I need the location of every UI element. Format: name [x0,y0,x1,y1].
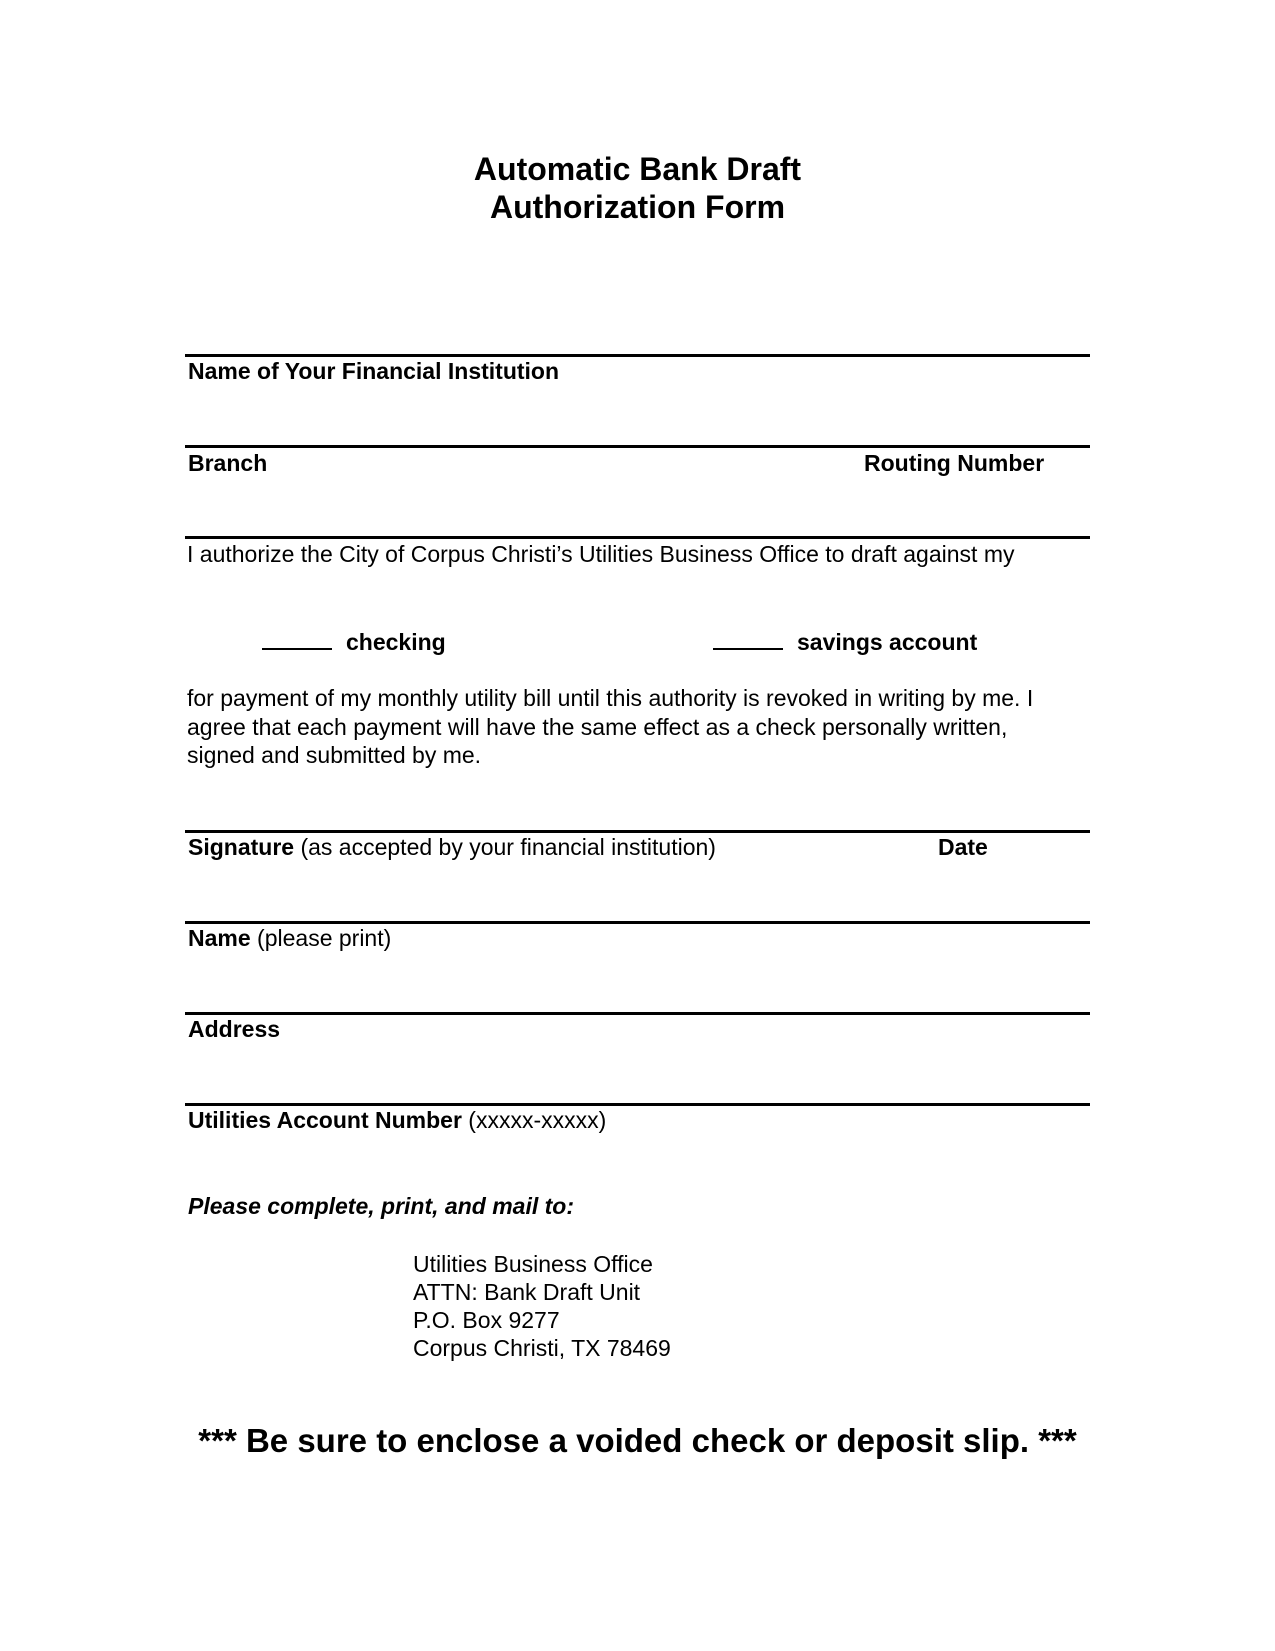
authorization-body: for payment of my monthly utility bill until this authority is revoked in writing by me. I agree that each payment will have the same effect as a check personally written, signed and submitted by me. [187,685,1034,768]
address-line-4: Corpus Christi, TX 78469 [413,1335,671,1361]
checking-option[interactable] [262,626,446,656]
mailing-address [413,1250,671,1362]
savings-blank[interactable] [713,626,783,650]
mail-instruction: Please complete, print, and mail to: [188,1193,574,1219]
name-caption [188,924,391,952]
institution-label: Name of Your Financial Institution [188,358,560,384]
routing-number-label: Routing Number [864,450,1045,476]
form-title-line2: Authorization Form [489,189,786,225]
address-line-2: ATTN: Bank Draft Unit [413,1279,641,1305]
checking-label: checking [346,629,446,655]
address-line-3: P.O. Box 9277 [413,1307,560,1333]
signature-note: (as accepted by your financial institution) [294,834,716,860]
account-number-caption [188,1106,606,1134]
signature-label: Signature [188,834,295,860]
branch-routing-line[interactable] [185,445,1090,448]
enclosure-notice: *** Be sure to enclose a voided check or deposit slip. *** [198,1422,1077,1459]
form-title-line1: Automatic Bank Draft [473,151,802,187]
date-label: Date [938,834,988,860]
account-number-label: Utilities Account Number [188,1107,462,1133]
signature-caption [188,833,716,861]
account-number-format: (xxxxx-xxxxx) [461,1107,607,1133]
address-line-1: Utilities Business Office [413,1251,653,1277]
savings-option[interactable] [713,626,977,656]
authorization-top-line [185,536,1090,539]
branch-label: Branch [188,450,268,476]
authorization-intro: I authorize the City of Corpus Christi’s Utilities Business Office to draft against my [187,541,1015,567]
address-line[interactable] [185,1012,1090,1015]
name-note: (please print) [250,925,392,951]
name-label: Name [188,925,251,951]
address-label: Address [188,1016,281,1042]
savings-label: savings account [797,629,978,655]
checking-blank[interactable] [262,626,332,650]
